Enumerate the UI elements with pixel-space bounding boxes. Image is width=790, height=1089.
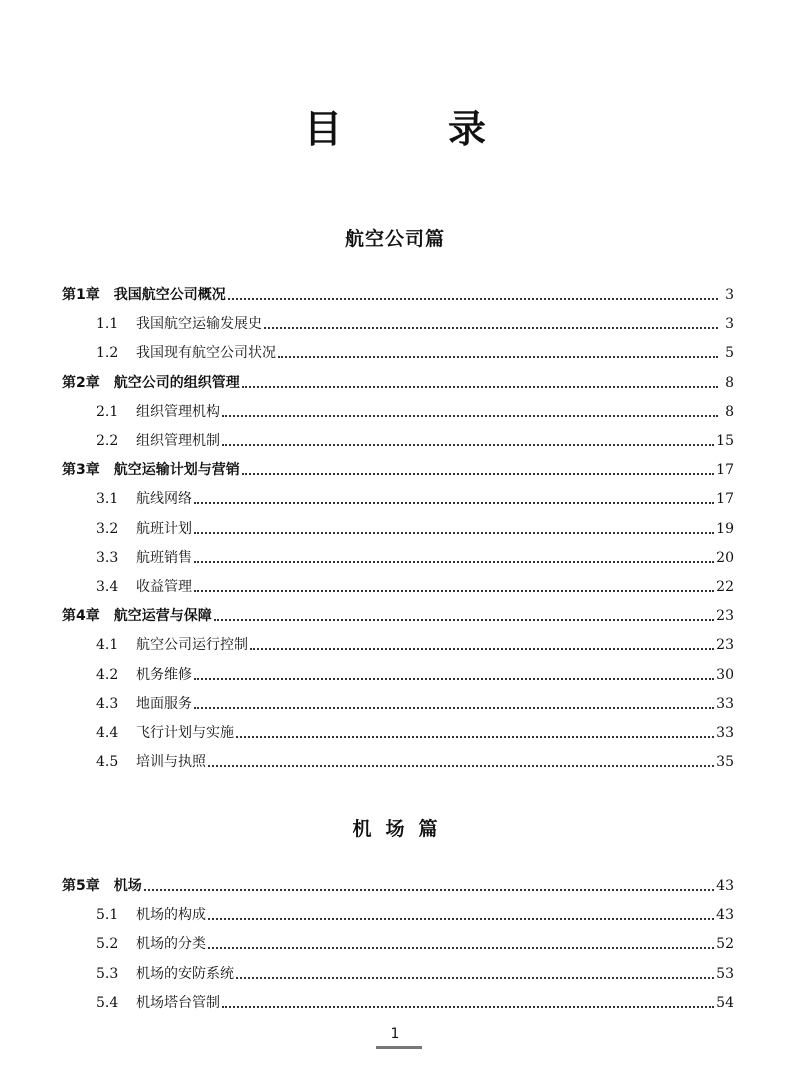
toc-entry-title: 机场的构成	[136, 907, 206, 924]
leader-dots	[144, 889, 714, 891]
toc-entry-title: 机场的分类	[136, 936, 206, 953]
toc-entry-title: 航空运营与保障	[113, 608, 212, 625]
toc-entry-title: 飞行计划与实施	[136, 725, 234, 741]
toc-entry-title: 机场	[113, 878, 142, 894]
toc-entry-number: 第1章	[62, 287, 100, 303]
toc-entry-page: 20	[716, 549, 734, 566]
toc-section-row[interactable]	[96, 486, 734, 508]
toc-section-row[interactable]	[96, 340, 734, 362]
leader-dots	[194, 590, 714, 592]
toc-entry-number: 5.4	[96, 994, 119, 1011]
page-title: 目 录	[303, 107, 520, 151]
leader-dots	[242, 473, 714, 475]
toc-entry-number: 1.2	[96, 345, 119, 362]
toc-section-row[interactable]	[96, 931, 734, 953]
leader-dots	[242, 386, 718, 388]
toc-section-row[interactable]	[96, 311, 734, 333]
toc-section-row[interactable]	[96, 632, 734, 654]
toc-entry-title: 航线网络	[136, 491, 192, 508]
toc-section-row[interactable]	[96, 691, 734, 713]
leader-dots	[194, 502, 714, 504]
toc-chapter-row[interactable]	[62, 457, 734, 479]
toc-section-row[interactable]	[96, 720, 734, 742]
toc-entry-number: 5.2	[96, 936, 119, 953]
toc-entry-page: 17	[716, 491, 734, 508]
toc-chapter-row[interactable]	[62, 603, 734, 625]
leader-dots	[222, 444, 714, 446]
toc-entry-page: 52	[716, 936, 734, 953]
toc-entry-title: 收益管理	[136, 579, 192, 595]
toc-entry-title: 航班计划	[136, 520, 192, 537]
toc-entry-number: 第4章	[62, 608, 100, 625]
toc-entry-title: 培训与执照	[136, 754, 206, 771]
toc-entry-title: 航空公司运行控制	[136, 637, 248, 654]
toc-entry-number: 4.1	[96, 637, 119, 654]
toc-entry-page: 8	[725, 403, 734, 420]
footer-rule	[376, 1046, 422, 1049]
toc-entry-number: 3.3	[96, 549, 119, 566]
toc-entry-title: 我国航空运输发展史	[136, 316, 262, 333]
toc-entry-title: 机务维修	[136, 666, 192, 683]
toc-entry-title: 航空运输计划与营销	[113, 462, 240, 479]
toc-entry-page: 53	[716, 965, 734, 982]
toc-section-row[interactable]	[96, 516, 734, 538]
toc-entry-number: 4.2	[96, 666, 119, 683]
toc-section-row[interactable]	[96, 574, 734, 596]
toc-entry-page: 33	[716, 725, 734, 741]
toc-entry-page: 3	[725, 316, 734, 333]
toc-entry-page: 5	[725, 345, 734, 362]
toc-section-row[interactable]	[96, 662, 734, 684]
toc-entry-number: 4.4	[96, 725, 119, 741]
leader-dots	[194, 561, 714, 563]
toc-section-row[interactable]	[96, 902, 734, 924]
leader-dots	[214, 619, 714, 621]
toc-entry-number: 3.4	[96, 579, 119, 595]
toc-entry-number: 5.3	[96, 965, 119, 982]
toc-entry-title: 我国航空公司概况	[113, 287, 226, 303]
leader-dots	[194, 678, 714, 680]
leader-dots	[236, 977, 714, 979]
toc-entry-page: 23	[716, 637, 734, 654]
toc-entry-number: 2.2	[96, 433, 119, 449]
toc-entry-page: 54	[716, 994, 734, 1011]
toc-section-row[interactable]	[96, 428, 734, 450]
toc-entry-title: 组织管理机构	[136, 403, 220, 420]
toc-section-row[interactable]	[96, 990, 734, 1012]
toc-entry-page: 23	[716, 608, 734, 625]
toc-entry-title: 机场的安防系统	[136, 965, 234, 982]
toc-entry-number: 第3章	[62, 462, 100, 479]
toc-entry-title: 航班销售	[136, 549, 192, 566]
toc-entry-title: 我国现有航空公司状况	[136, 345, 276, 362]
leader-dots	[208, 765, 714, 767]
toc-entry-page: 33	[716, 695, 734, 712]
toc-entry-number: 3.2	[96, 520, 119, 537]
toc-entry-page: 35	[716, 754, 734, 771]
toc-entry-page: 22	[716, 579, 734, 595]
toc-entry-page: 15	[716, 433, 734, 449]
toc-entry-number: 4.3	[96, 695, 119, 712]
toc-section-row[interactable]	[96, 545, 734, 567]
toc-entry-page: 19	[716, 520, 734, 537]
leader-dots	[208, 918, 714, 920]
toc-entry-number: 第2章	[62, 374, 100, 391]
toc-entry-title: 地面服务	[136, 695, 192, 712]
toc-entry-number: 1.1	[96, 316, 119, 333]
leader-dots	[278, 356, 718, 358]
toc-entry-number: 3.1	[96, 491, 119, 508]
toc-entry-number: 5.1	[96, 907, 119, 924]
toc-section-row[interactable]	[96, 961, 734, 983]
toc-entry-page: 43	[716, 907, 734, 924]
toc-entry-page: 17	[716, 462, 734, 479]
toc-entry-title: 机场塔台管制	[136, 994, 220, 1011]
leader-dots	[208, 947, 714, 949]
toc-entry-title: 组织管理机制	[136, 433, 220, 449]
section-title-airport: 机场篇	[352, 818, 452, 840]
leader-dots	[250, 648, 714, 650]
page-number: 1	[390, 1026, 400, 1042]
toc-entry-number: 2.1	[96, 403, 119, 420]
toc-entry-page: 3	[725, 287, 734, 303]
leader-dots	[222, 415, 718, 417]
leader-dots	[236, 736, 714, 738]
leader-dots	[194, 707, 714, 709]
toc-chapter-row[interactable]	[62, 282, 734, 304]
toc-entry-number: 第5章	[62, 878, 100, 894]
leader-dots	[228, 298, 718, 300]
toc-entry-title: 航空公司的组织管理	[113, 374, 240, 391]
toc-entry-page: 8	[725, 374, 734, 391]
section-title-airline: 航空公司篇	[344, 228, 445, 250]
leader-dots	[264, 327, 718, 329]
toc-entry-page: 43	[716, 878, 734, 894]
toc-chapter-row[interactable]	[62, 370, 734, 392]
toc-entry-page: 30	[716, 666, 734, 683]
leader-dots	[222, 1006, 714, 1008]
toc-entry-number: 4.5	[96, 754, 119, 771]
toc-section-row[interactable]	[96, 399, 734, 421]
leader-dots	[194, 532, 714, 534]
toc-section-row[interactable]	[96, 749, 734, 771]
toc-chapter-row[interactable]	[62, 873, 734, 895]
